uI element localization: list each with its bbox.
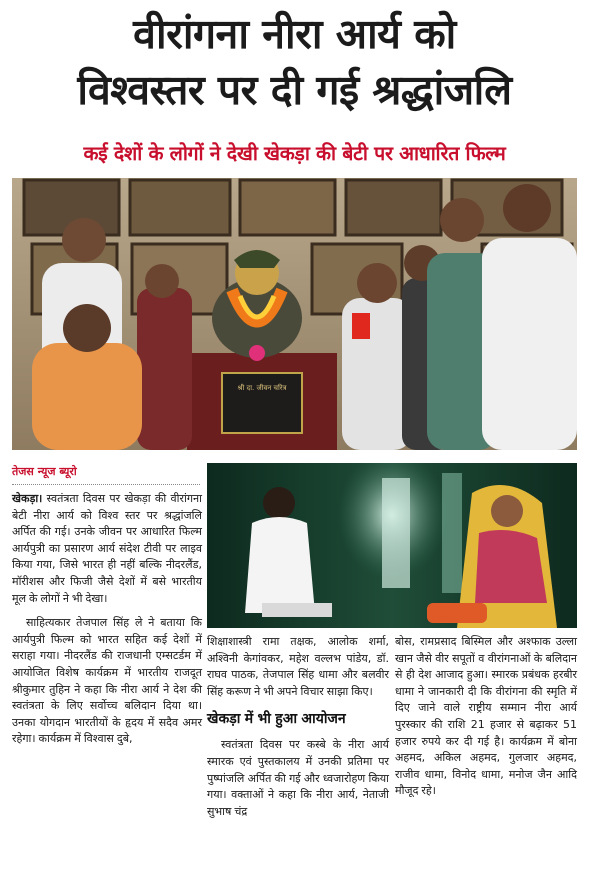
article-column-1 [12, 491, 202, 748]
tribute-photo [12, 178, 577, 450]
film-still-photo [207, 463, 577, 628]
article-column-2 [207, 634, 389, 820]
intro-text: स्वतंत्रता दिवस पर खेकड़ा की वीरांगना बेटी नीरा आर्य को विश्व स्तर पर श्रद्धांजलि अर्पित की गई। उनके जीवन पर आधारित फिल्म आर्यपुत्री का प्रसारण आर्य संदेश टीवी पर लाइव किया गया, जिसे भारत ही नहीं बल्कि नीदरलैंड, मॉरीशस और फिजी जैसे देशों में बसे भारतीय मूल के लोगों ने भी देखा। [12, 492, 202, 605]
byline-divider [12, 484, 200, 485]
subheadline: कई देशों के लोगों ने देखी खेकड़ा की बेटी पर आधारित फिल्म [83, 142, 506, 165]
body-paragraph: स्वतंत्रता दिवस पर कस्बे के नीरा आर्य स्मारक एवं पुस्तकालय में उनकी प्रतिमा पर पुष्पांजलि अर्पित की गई और ध्वजारोहण किया गया। वक्ताओं ने कहा कि नीरा आर्य, नेताजी सुभाष चंद्र [207, 738, 389, 818]
dateline: खेकड़ा। [12, 492, 43, 505]
byline: तेजस न्यूज ब्यूरो [12, 465, 77, 478]
headline-line-2: विश्वस्तर पर दी गई श्रद्धांजलि [77, 66, 512, 114]
headline [0, 6, 589, 118]
plaque-text: श्री दा. जीवन चरित्र [237, 384, 287, 392]
tribute-photo-image [12, 178, 577, 450]
intro-paragraph [12, 491, 202, 607]
film-still-image [207, 463, 577, 628]
body-paragraph: बोस, रामप्रसाद बिस्मिल और अश्फाक उल्ला खान जैसे वीर सपूतों व वीरांगनाओं के बलिदान से ही देश आजाद हुआ। स्मारक प्रबंधक हरबीर धामा ने जानकारी दी कि वीरांगना की स्मृति में दिए जाने वाले राष्ट्रीय सम्मान नीरा आर्य पुरस्कार की राशि 21 हजार से बढ़ाकर 51 हजार रुपये कर दी गई है। कार्यक्रम में बोना अहमद, अकिल अहमद, गुलजार अहमद, राजीव धामा, विनोद धामा, मनोज जैन आदि मौजूद रहे। [395, 635, 577, 798]
body-paragraph: साहित्यकार तेजपाल सिंह ले ने बताया कि आर्यपुत्री फिल्म को भारत सहित कई देशों में सराहा गया। नीदरलैंड की राजधानी एम्सटर्डम में आयोजित विशेष कार्यक्रम में भारतीय राजदूत श्रीकुमार तुहिन ने कहा कि नीरा आर्य ने देश की स्वतंत्रता के लिए सर्वोच्च बलिदान दिया था। उनका योगदान भारतीयों के हृदय में सदैव अमर रहेगा। कार्यक्रम में विश्वास दुबे, [12, 616, 202, 746]
body-paragraph: शिक्षाशास्त्री रामा तक्षक, आलोक शर्मा, अश्विनी केगांवकर, महेश वल्लभ पांडेय, डॉ. राघव पाठक, तेजपाल सिंह धामा और बलवीर सिंह करूण ने भी अपने विचार साझा किए। [207, 635, 389, 698]
headline-line-1: वीरांगना नीरा आर्य को [133, 10, 456, 58]
article-column-3 [395, 634, 577, 800]
memorial-plaque [222, 373, 302, 433]
section-heading: खेकड़ा में भी हुआ आयोजन [207, 711, 346, 728]
